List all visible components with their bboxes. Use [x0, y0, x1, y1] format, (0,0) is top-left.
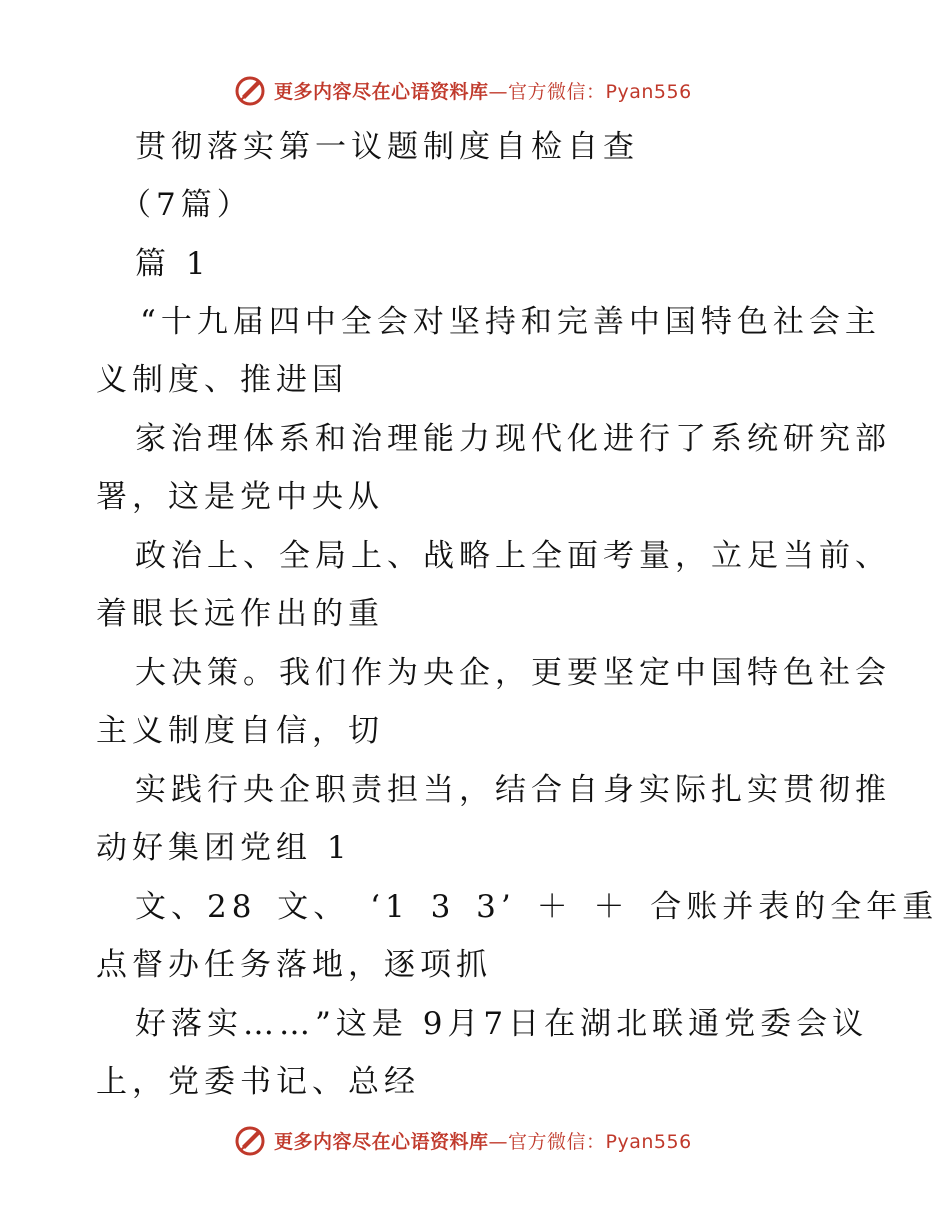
body-line: 动好集团党组 1	[96, 830, 352, 866]
document-count: （7篇）	[120, 187, 253, 223]
footer-watermark	[232, 1120, 692, 1160]
body-line: 义制度、推进国	[96, 362, 348, 398]
watermark-wechat-label: 官方微信：	[508, 80, 606, 103]
watermark-text	[274, 1127, 692, 1154]
watermark-brand: 更多内容尽在心语资料库	[274, 80, 489, 103]
body-line: 大决策。我们作为央企，更要坚定中国特色社会	[135, 655, 891, 691]
body-line: 点督办任务落地，逐项抓	[96, 947, 492, 983]
header-watermark	[232, 70, 692, 110]
body-line: 文、28 文、 ‘1 3 3’ ＋ ＋ 合账并表的全年重	[135, 889, 939, 925]
body-line: 着眼长远作出的重	[96, 596, 384, 632]
watermark-text	[274, 77, 692, 104]
chapter-heading: 篇 1	[135, 246, 211, 282]
watermark-separator: —	[488, 1130, 509, 1153]
watermark-wechat-id: Pyan556	[605, 80, 692, 103]
body-line: “十九届四中全会对坚持和完善中国特色社会主	[140, 304, 881, 340]
watermark-separator: —	[488, 80, 509, 103]
body-line: 家治理体系和治理能力现代化进行了系统研究部	[135, 421, 891, 457]
quill-seal-icon	[232, 72, 268, 108]
body-line: 实践行央企职责担当，结合自身实际扎实贯彻推	[135, 772, 891, 808]
watermark-wechat-label: 官方微信：	[508, 1130, 606, 1153]
quill-seal-icon	[232, 1122, 268, 1158]
body-line: 上，党委书记、总经	[96, 1064, 420, 1100]
watermark-brand: 更多内容尽在心语资料库	[274, 1130, 489, 1153]
document-title: 贯彻落实第一议题制度自检自查	[135, 129, 639, 165]
watermark-wechat-id: Pyan556	[605, 1130, 692, 1153]
body-line: 好落实……”这是 9月7日在湖北联通党委会议	[135, 1006, 869, 1042]
body-line: 政治上、全局上、战略上全面考量，立足当前、	[135, 538, 891, 574]
body-line: 署，这是党中央从	[96, 479, 384, 515]
body-line: 主义制度自信，切	[96, 713, 384, 749]
